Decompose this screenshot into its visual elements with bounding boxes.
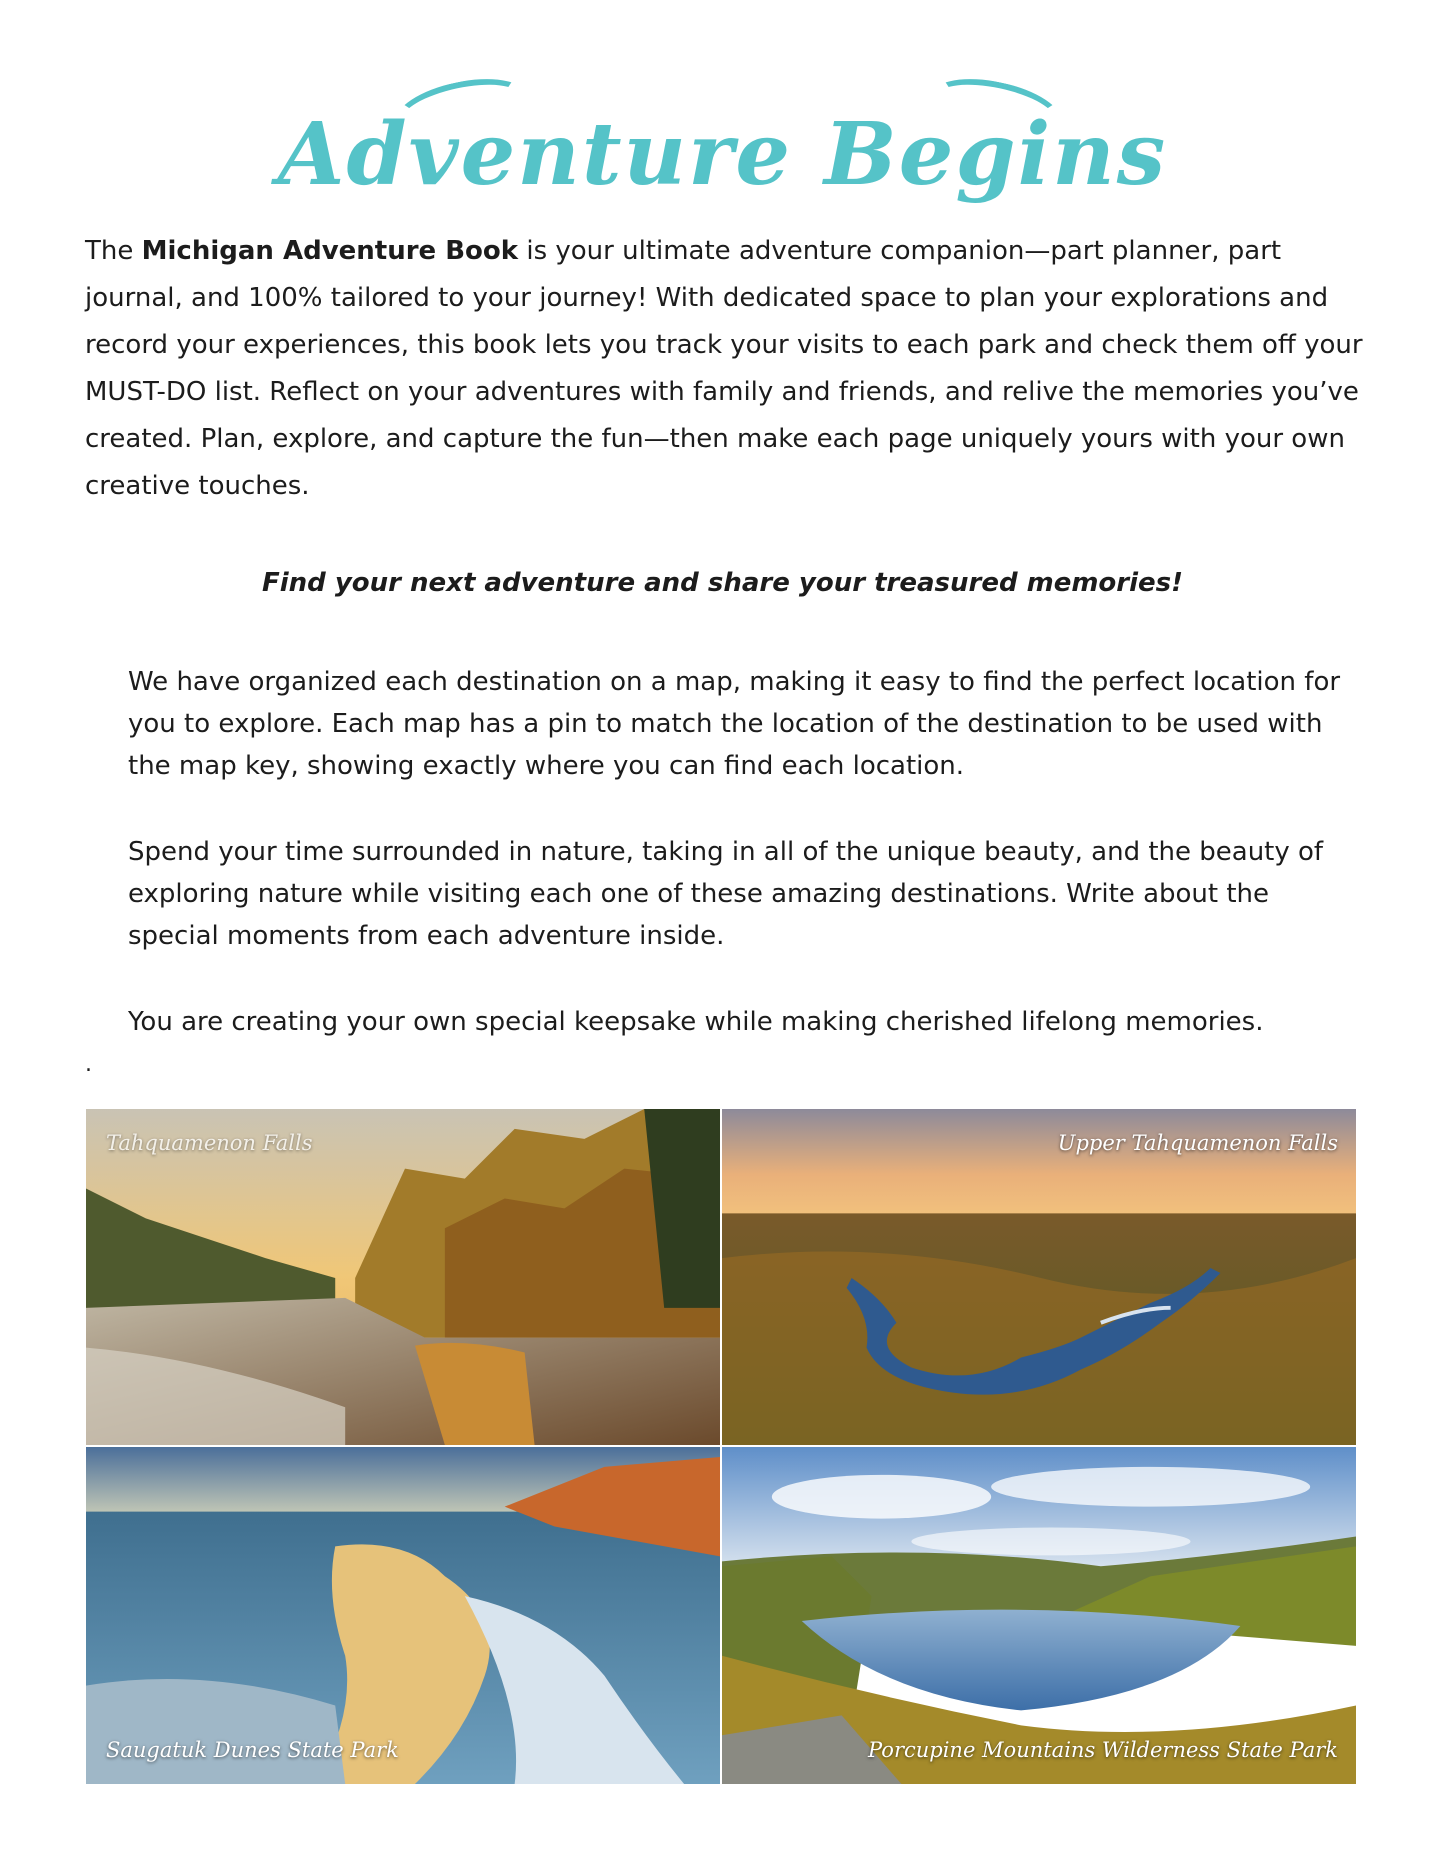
photo-tahquamenon-falls — [85, 1108, 721, 1446]
intro-prefix: The — [85, 236, 142, 266]
map-paragraph: We have organized each destination on a map, making it easy to find the perfect location for you to explore. Each map has a pin to match the location of the destination to be used with the map key, showing exactly where you can find each location. — [128, 667, 1341, 781]
photo-saugatuk-dunes — [85, 1446, 721, 1785]
caption-porcupine-mountains: Porcupine Mountains Wilderness State Park — [868, 1738, 1338, 1762]
photo-upper-tahquamenon-falls — [721, 1108, 1357, 1446]
caption-upper-tahquamenon-falls: Upper Tahquamenon Falls — [1057, 1131, 1338, 1155]
photo-porcupine-mountains — [721, 1446, 1357, 1785]
book-name: Michigan Adventure Book — [141, 236, 519, 266]
caption-tahquamenon-falls: Tahquamenon Falls — [106, 1131, 313, 1155]
tagline: Find your next adventure and share your treasured memories! — [262, 568, 1183, 598]
photo-saugatuk-dunes-image — [86, 1447, 720, 1784]
caption-saugatuk-dunes: Saugatuk Dunes State Park — [106, 1738, 399, 1762]
keepsake-paragraph: You are creating your own special keepsake while making cherished lifelong memories. — [128, 1007, 1264, 1037]
stray-dot: . — [85, 1052, 92, 1077]
nature-paragraph: Spend your time surrounded in nature, taking in all of the unique beauty, and the beauty of exploring nature while visiting each one of these amazing destinations. Write about the special moments from each adventure inside. — [128, 837, 1324, 951]
photo-porcupine-mountains-image — [722, 1447, 1356, 1784]
intro-paragraph — [85, 228, 1375, 510]
photo-upper-tahquamenon-falls-image — [722, 1109, 1356, 1445]
intro-body: is your ultimate adventure companion—part planner, part journal, and 100% tailored to your journey! With dedicated space to plan your explorations and record your experiences, this book lets you track your visits to each park and check them off your MUST-DO list. Reflect on your adventures with family and friends, and relive the memories you’ve created. Plan, explore, and capture the fun—then make each page uniquely yours with your own creative touches. — [85, 236, 1363, 501]
page-title: Adventure Begins — [277, 103, 1168, 205]
photo-tahquamenon-falls-image — [86, 1109, 720, 1445]
photo-grid — [85, 1108, 1357, 1785]
